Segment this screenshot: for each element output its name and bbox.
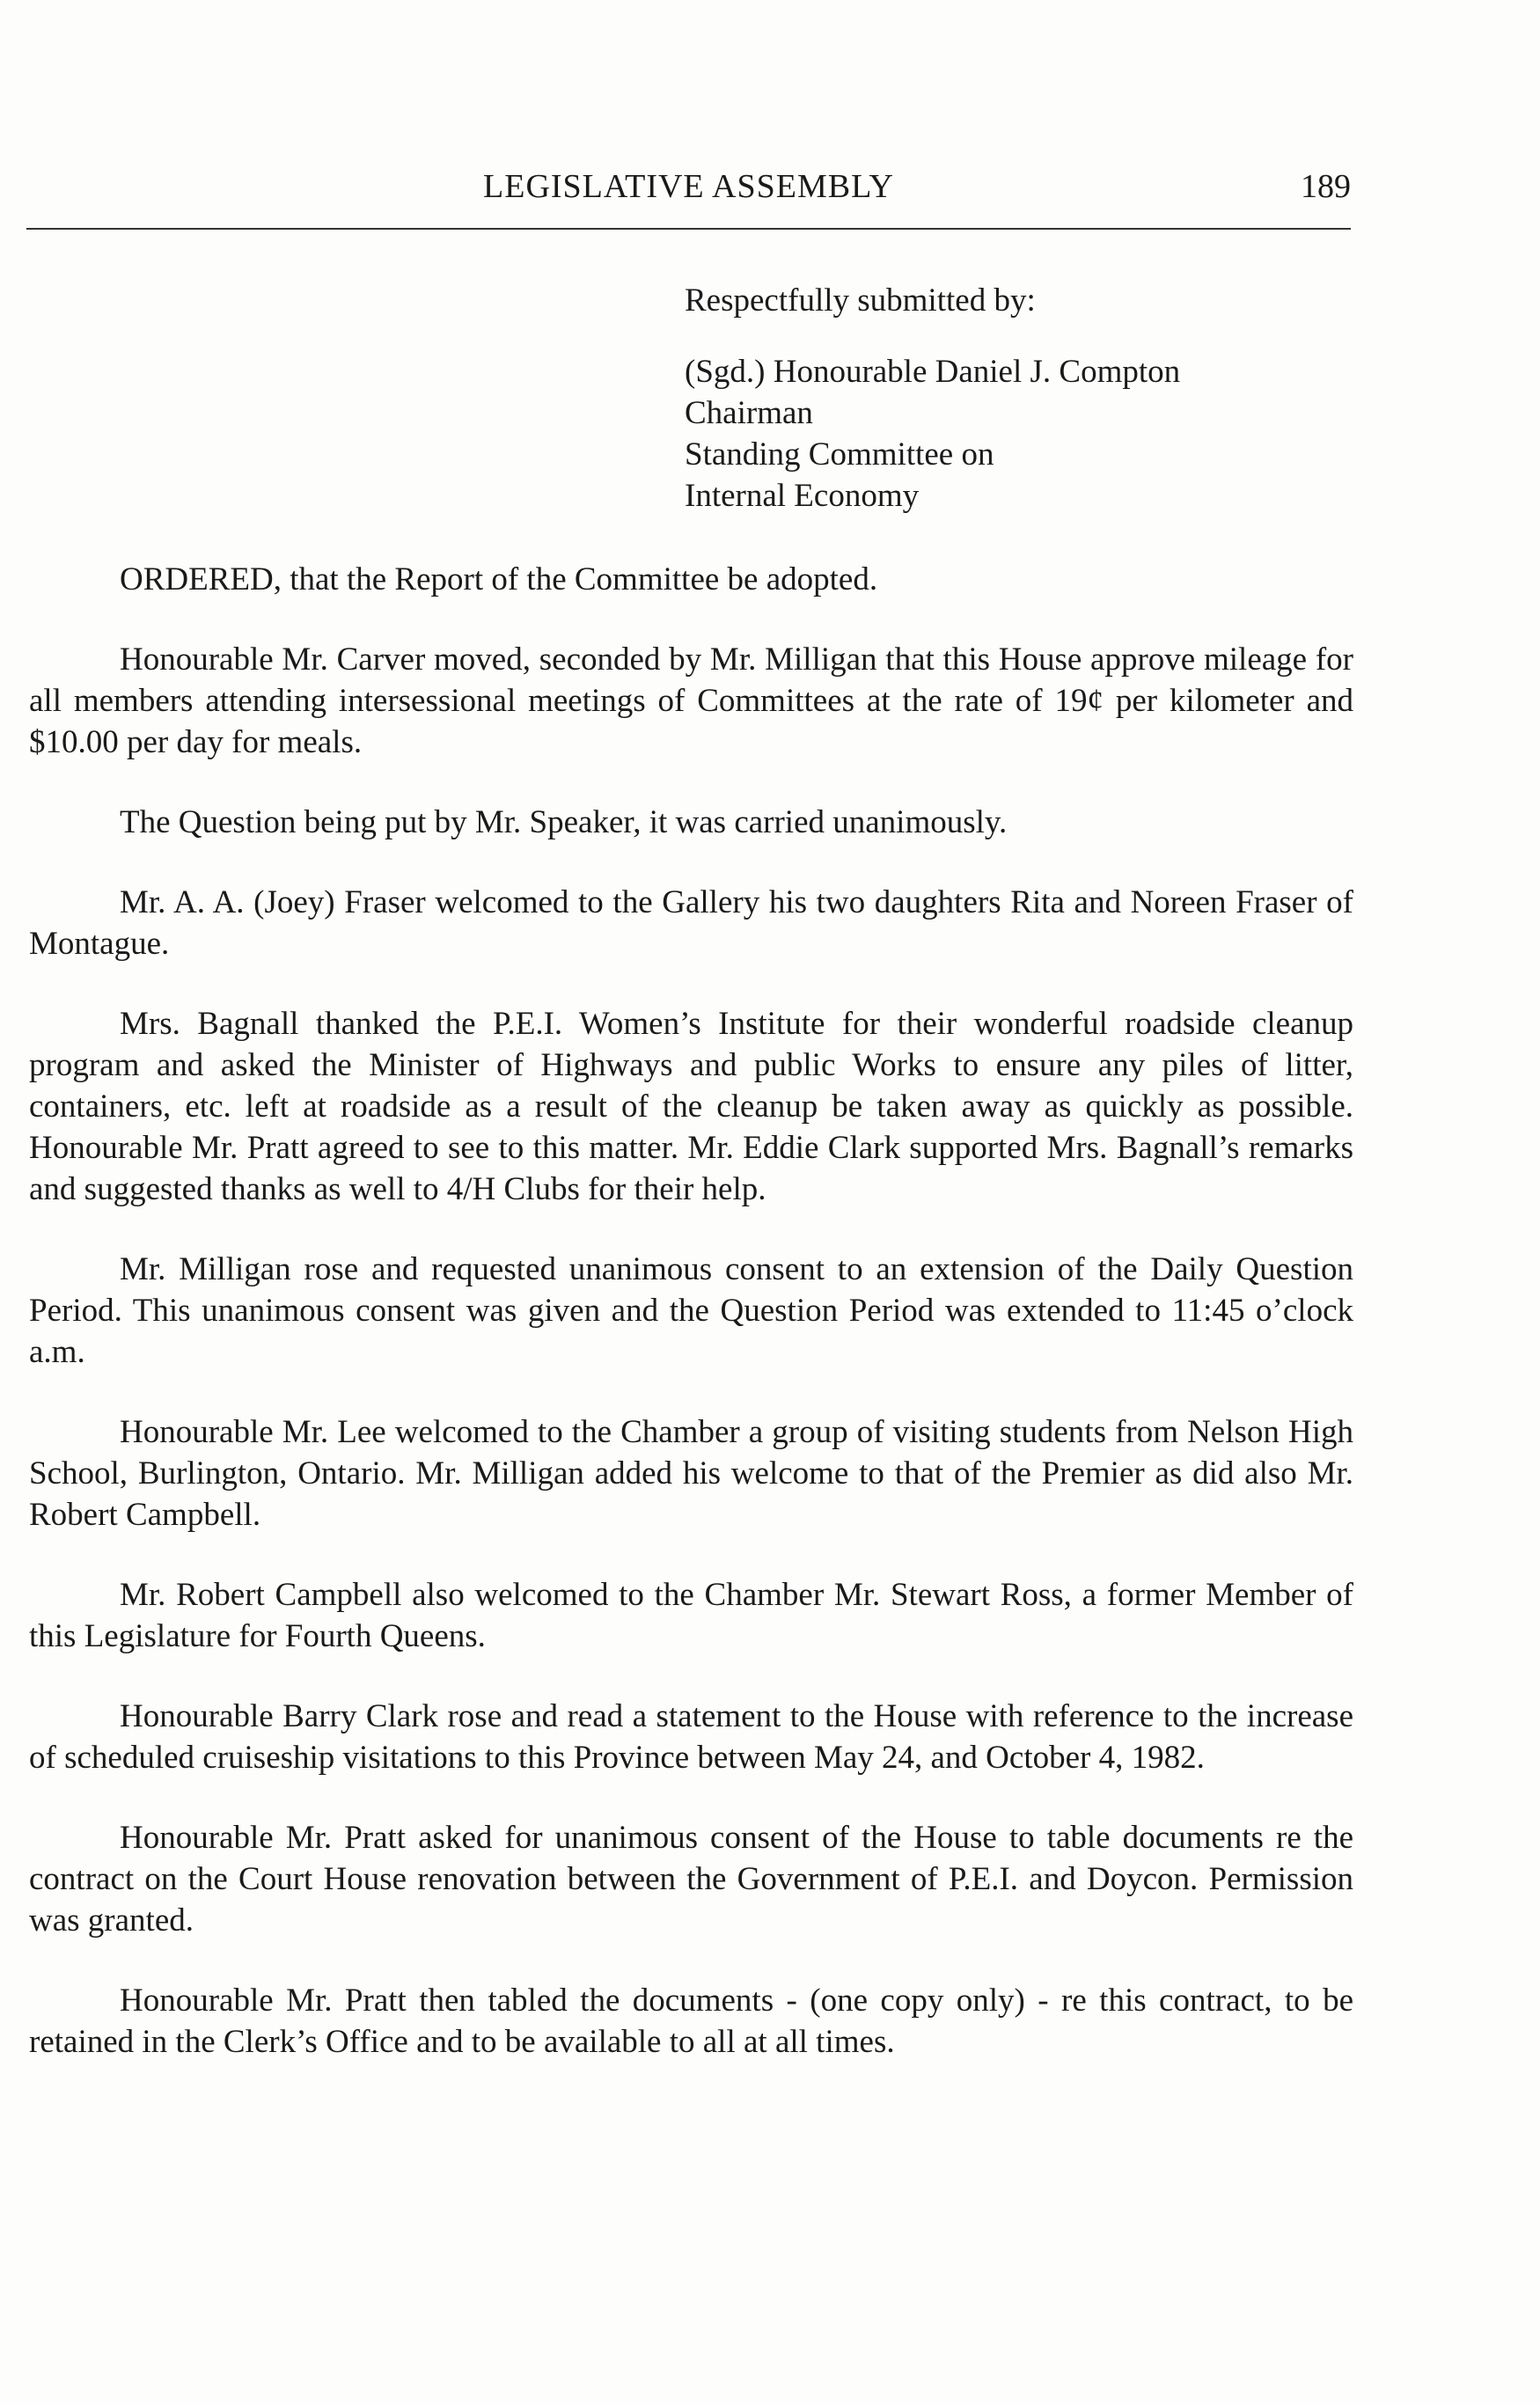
signatory-name: (Sgd.) Honourable Daniel J. Compton — [685, 354, 1181, 390]
paragraph-mileage-motion: Honourable Mr. Carver moved, seconded by Mr. Milligan that this House approve mileage for all members attending intersessional meetings of Committees at the rate of 19¢ per kilometer and $10.00 per day for meals. — [29, 641, 1353, 760]
signature-block — [685, 280, 1318, 517]
signatory-role: Chairman — [685, 395, 813, 431]
paragraph-fraser-welcome: Mr. A. A. (Joey) Fraser welcomed to the Gallery his two daughters Rita and Noreen Fraser of Montague. — [29, 884, 1353, 962]
paragraph-table-documents-request: Honourable Mr. Pratt asked for unanimous consent of the House to table documents re the contract on the Court House renovation between the Government of P.E.I. and Doycon. Permission was granted. — [29, 1820, 1353, 1939]
paragraph-question-carried: The Question being put by Mr. Speaker, it was carried unanimously. — [120, 804, 1008, 840]
committee-name-line-2: Internal Economy — [685, 478, 920, 514]
running-head — [26, 167, 1351, 216]
page-number: 189 — [1301, 168, 1351, 205]
paragraph-report-adopted: ORDERED, that the Report of the Committee be adopted. — [120, 561, 878, 597]
paragraph-question-period-extension: Mr. Milligan rose and requested unanimous consent to an extension of the Daily Question Period. This unanimous consent was given and the Question Period was extended to 11:45 o’clock a.m. — [29, 1251, 1353, 1370]
paragraph-stewart-ross-welcome: Mr. Robert Campbell also welcomed to the Chamber Mr. Stewart Ross, a former Member of this Legislature for Fourth Queens. — [29, 1577, 1353, 1654]
running-title: LEGISLATIVE ASSEMBLY — [483, 168, 894, 205]
paragraph-documents-tabled: Honourable Mr. Pratt then tabled the documents - (one copy only) - re this contract, to be retained in the Clerk’s Office and to be available to all at all times. — [29, 1983, 1353, 2060]
paragraph-cruiseship-statement: Honourable Barry Clark rose and read a statement to the House with reference to the increase of scheduled cruiseship visitations to this Province between May 24, and October 4, 1982. — [29, 1698, 1353, 1776]
committee-name-line-1: Standing Committee on — [685, 436, 994, 473]
signature-spacer — [685, 321, 1318, 351]
paragraph-students-welcome: Honourable Mr. Lee welcomed to the Chamber a group of visiting students from Nelson High School, Burlington, Ontario. Mr. Milligan added his welcome to that of the Premier as did also Mr. Robert Campbell. — [29, 1414, 1353, 1533]
body-text — [29, 559, 1353, 2063]
signature-intro: Respectfully submitted by: — [685, 282, 1036, 319]
paragraph-roadside-cleanup: Mrs. Bagnall thanked the P.E.I. Women’s Institute for their wonderful roadside cleanup program and asked the Minister of Highways and public Works to ensure any piles of litter, containers, etc. left at roadside as a result of the cleanup be taken away as quickly as possible. Honourable Mr. Pratt agreed to see to this matter. Mr. Eddie Clark supported Mrs. Bagnall’s remarks and suggested thanks as well to 4/H Clubs for their help. — [29, 1006, 1353, 1207]
header-rule — [26, 228, 1351, 230]
